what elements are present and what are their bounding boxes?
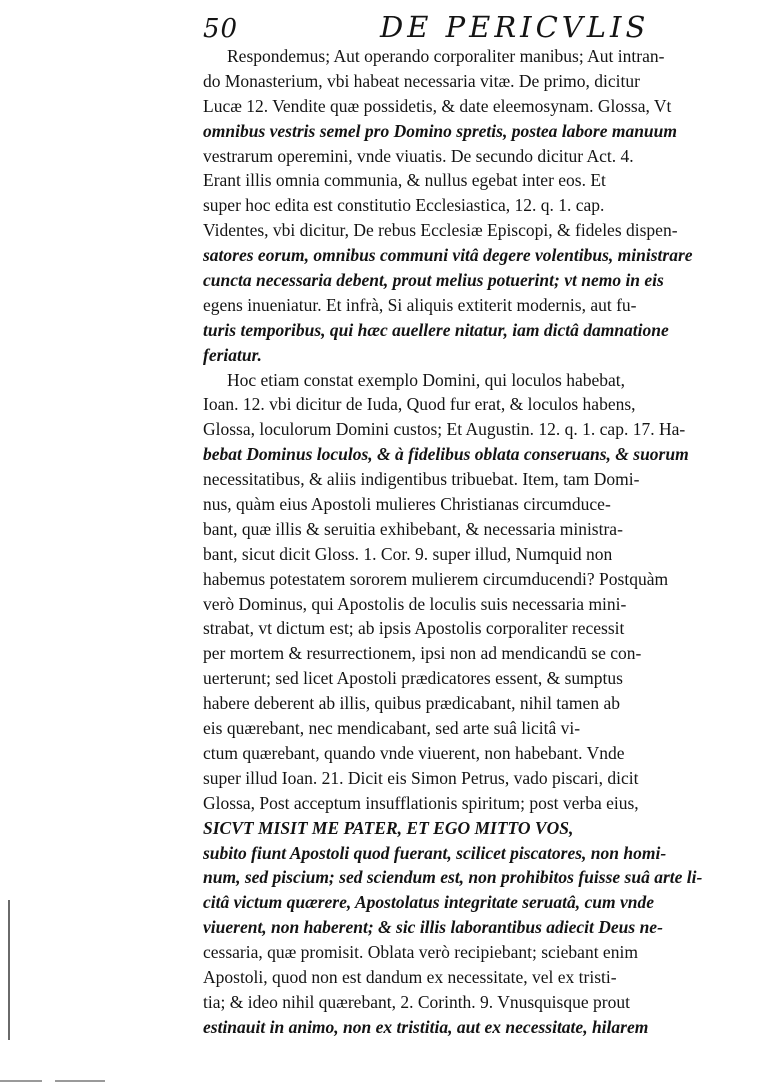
text-line: subito fiunt Apostoli quod fuerant, scilicet piscatores, non homi- [203, 842, 667, 863]
text-line: vestrarum operemini, vnde viuatis. De secundo dicitur Act. 4. [203, 145, 634, 166]
text-line: cessaria, quæ promisit. Oblata verò recipiebant; sciebant enim [203, 942, 638, 963]
text-line: omnibus vestris semel pro Domino spretis, postea labore manuum [203, 120, 678, 141]
text-line: verò Dominus, qui Apostolis de loculis suis necessaria mini- [203, 593, 627, 614]
text-line: super hoc edita est constitutio Ecclesiastica, 12. q. 1. cap. [203, 195, 605, 216]
text-line: Glossa, Post acceptum insufflationis spiritum; post verba eius, [203, 792, 639, 813]
text-line: Hoc etiam constat exemplo Domini, qui loculos habebat, [227, 369, 626, 390]
text-line: egens inueniatur. Et infrà, Si aliquis extiterit modernis, aut fu- [203, 294, 637, 315]
text-line: Respondemus; Aut operando corporaliter manibus; Aut intran- [227, 46, 665, 66]
text-line: cuncta necessaria debent, prout melius potuerint; vt nemo in eis [203, 270, 664, 291]
text-line: habere deberent ab illis, quibus prædicabant, nihil tamen ab [203, 693, 620, 714]
text-line: SICVT MISIT ME PATER, ET EGO MITTO VOS, [203, 817, 574, 838]
text-line: satores eorum, omnibus communi vitâ degere volentibus, ministrare [203, 245, 693, 266]
text-line: Ioan. 12. vbi dicitur de Iuda, Quod fur erat, & loculos habens, [203, 394, 636, 415]
page-header [203, 6, 733, 46]
text-line: bant, quæ illis & seruitia exhibebant, & necessaria ministra- [203, 518, 623, 539]
text-line: necessitatibus, & aliis indigentibus tribuebat. Item, tam Domi- [203, 469, 640, 490]
text-line: tia; & ideo nihil quærebant, 2. Corinth. 9. Vnusquisque prout [203, 991, 630, 1012]
text-line: uerterunt; sed licet Apostoli prædicatores essent, & sumptus [203, 668, 623, 689]
text-line: bant, sicut dicit Gloss. 1. Cor. 9. super illud, Numquid non [203, 543, 613, 564]
text-line: super illud Ioan. 21. Dicit eis Simon Petrus, vado piscari, dicit [203, 767, 639, 788]
body-text [203, 44, 737, 1040]
text-line: nus, quàm eius Apostoli mulieres Christianas circumduce- [203, 494, 611, 515]
text-line: Apostoli, quod non est dandum ex necessitate, vel ex tristi- [203, 966, 617, 987]
text-line: num, sed piscium; sed sciendum est, non prohibitos fuisse suâ arte li- [203, 867, 703, 888]
page-number: 50 [203, 14, 239, 44]
text-line: Videntes, vbi dicitur, De rebus Ecclesiæ Episcopi, & fideles dispen- [203, 220, 678, 241]
text-line: habemus potestatem sororem mulierem circumducendi? Postquàm [203, 568, 669, 589]
text-line: feriatur. [203, 344, 262, 365]
scan-bottom-mark [55, 1080, 105, 1082]
text-line: estinauit in animo, non ex tristitia, aut ex necessitate, hilarem [203, 1016, 649, 1037]
text-line: Erant illis omnia communia, & nullus egebat inter eos. Et [203, 170, 606, 191]
text-line: bebat Dominus loculos, & à fidelibus oblata conseruans, & suorum [203, 444, 689, 465]
text-line: strabat, vt dictum est; ab ipsis Apostolis corporaliter recessit [203, 618, 625, 639]
scan-edge-line [8, 900, 10, 1040]
text-line: Lucæ 12. Vendite quæ possidetis, & date eleemosynam. Glossa, Vt [203, 95, 672, 116]
running-title: DE PERICVLIS [380, 10, 650, 44]
text-line: turis temporibus, qui hæc auellere nitatur, iam dictâ damnatione [203, 319, 669, 340]
scan-bottom-mark [0, 1080, 42, 1082]
text-line: viuerent, non haberent; & sic illis laborantibus adiecit Deus ne- [203, 917, 663, 938]
text-line: eis quærebant, nec mendicabant, sed arte suâ licitâ vi- [203, 718, 581, 739]
text-line: ctum quærebant, quando vnde viuerent, non habebant. Vnde [203, 742, 625, 763]
text-line: do Monasterium, vbi habeat necessaria vitæ. De primo, dicitur [203, 70, 640, 91]
text-line: citâ victum quærere, Apostolatus integritate seruatâ, cum vnde [203, 892, 654, 913]
text-line: per mortem & resurrectionem, ipsi non ad mendicandū se con- [203, 643, 642, 664]
text-line: Glossa, loculorum Domini custos; Et Augustin. 12. q. 1. cap. 17. Ha- [203, 419, 686, 440]
